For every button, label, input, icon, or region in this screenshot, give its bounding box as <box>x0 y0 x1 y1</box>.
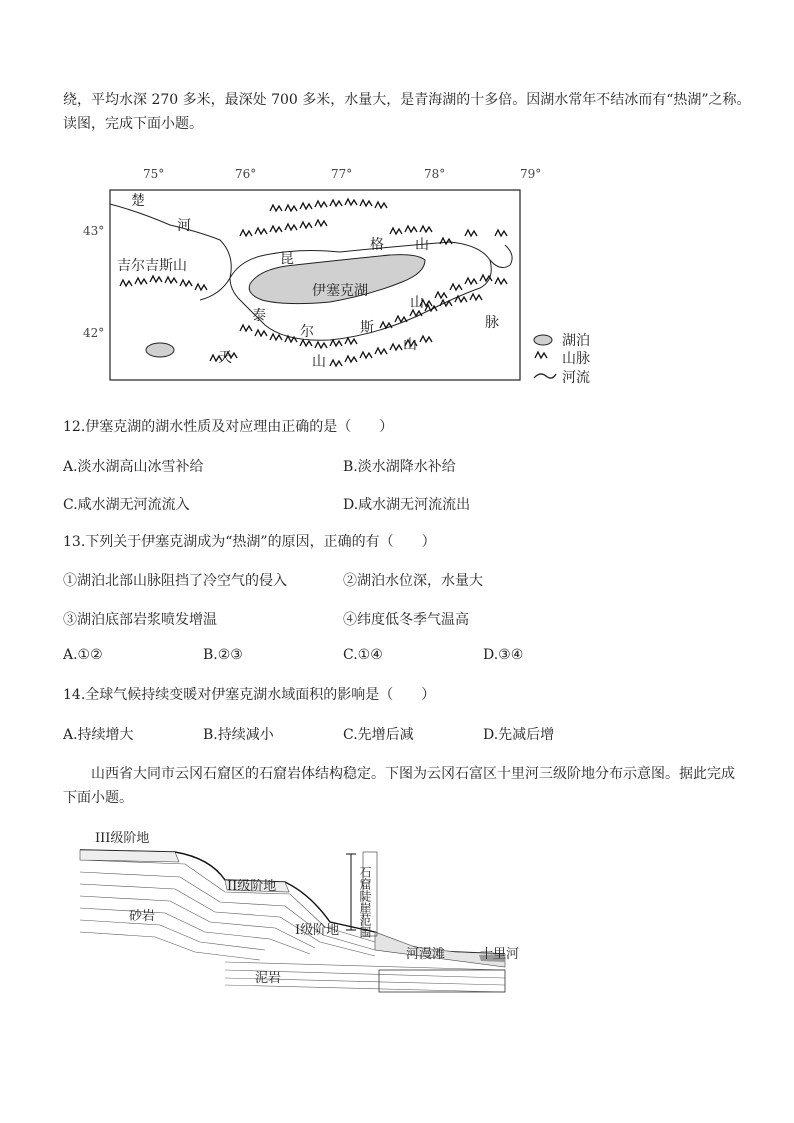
q14-option-a[interactable]: A.持续增大 <box>63 727 134 743</box>
label-chu: 楚 <box>131 193 145 209</box>
label-ge: 格 <box>370 237 384 253</box>
label-terrace-2: II级阶地 <box>227 879 277 894</box>
q12-option-c[interactable]: C.咸水湖无河流流入 <box>63 497 190 513</box>
label-si: 斯 <box>360 320 374 336</box>
label-kun: 昆 <box>280 251 294 267</box>
q12-option-b[interactable]: B.淡水湖降水补给 <box>343 459 456 475</box>
label-shan-4: 山 <box>312 354 326 370</box>
ground-profile <box>80 850 505 954</box>
label-floodplain: 河漫滩 <box>406 947 446 962</box>
q12-stem: 12.伊塞克湖的湖水性质及对应理由正确的是（ ） <box>63 419 394 435</box>
q13-stem: 13.下列关于伊塞克湖成为“热湖”的原因，正确的有（ ） <box>63 534 436 550</box>
q13-statement-2: ②湖泊水位深，水量大 <box>343 573 483 589</box>
sandstone-layers <box>80 860 375 960</box>
river-legend-icon <box>534 374 556 378</box>
q14-option-b[interactable]: B.持续减小 <box>203 727 274 743</box>
label-mai: 脉 <box>485 315 499 331</box>
intro-line-2: 读图，完成下面小题。 <box>63 116 203 132</box>
lon-label-75: 75° <box>143 167 165 181</box>
mountain-legend-icon <box>535 352 547 358</box>
legend-mountain: 山脉 <box>562 351 590 367</box>
label-er: 尔 <box>300 324 314 340</box>
q13-statement-4: ④纬度低冬季气温高 <box>343 612 469 628</box>
intro2-line-1: 山西省大同市云冈石窟区的石窟岩体结构稳定。下图为云冈石富区十里河三级阶地分布示意图。据此完成 <box>91 766 735 782</box>
label-kyrgyz-range: 吉尔吉斯山 <box>117 258 187 274</box>
lon-label-76: 76° <box>235 167 257 181</box>
label-tai: 泰 <box>252 308 266 324</box>
lat-label-42: 42° <box>83 326 105 340</box>
lake-legend-icon <box>534 335 552 345</box>
bottom-block <box>379 970 505 992</box>
legend-lake: 湖泊 <box>562 333 590 349</box>
lon-label-78: 78° <box>424 167 446 181</box>
q13-option-c[interactable]: C.①④ <box>343 647 383 663</box>
q13-option-a[interactable]: A.①② <box>63 647 103 663</box>
q13-statement-1: ①湖泊北部山脉阻挡了冷空气的侵入 <box>63 573 287 589</box>
intro2-line-2: 下面小题。 <box>63 790 133 806</box>
label-shili-river: 十里河 <box>480 947 520 962</box>
q12-option-a[interactable]: A.淡水湖高山冰雪补给 <box>63 459 204 475</box>
intro-line-1: 绕，平均水深 270 多米，最深处 700 多米，水量大，是青海湖的十多倍。因湖水常年不结冰而有“热湖”之称。 <box>63 92 751 108</box>
q14-option-c[interactable]: C.先增后减 <box>343 727 414 743</box>
lon-label-79: 79° <box>520 167 542 181</box>
label-shan-2: 山 <box>410 295 424 311</box>
label-terrace-1: I级阶地 <box>295 923 340 938</box>
label-lake: 伊塞克湖 <box>312 283 368 299</box>
label-sandstone: 砂岩 <box>129 909 156 924</box>
label-tian: 天 <box>218 350 232 366</box>
label-shan-1: 山 <box>415 237 429 253</box>
q14-stem: 14.全球气候持续变暖对伊塞克湖水域面积的影响是（ ） <box>63 687 436 703</box>
terrace-diagram <box>75 822 535 1002</box>
label-mudstone: 泥岩 <box>255 971 282 986</box>
legend-river: 河流 <box>562 370 590 386</box>
label-terrace-3: III级阶地 <box>95 831 150 846</box>
small-lake <box>146 343 174 357</box>
lon-label-77: 77° <box>331 167 353 181</box>
terrace-3-deposit <box>80 850 179 862</box>
label-shan-3: 山 <box>403 337 417 353</box>
map-legend <box>534 333 590 386</box>
q13-statement-3: ③湖泊底部岩浆喷发增温 <box>63 612 217 628</box>
q12-option-d[interactable]: D.咸水湖无河流流出 <box>343 497 471 513</box>
issyk-kul-map <box>80 160 600 395</box>
q13-option-b[interactable]: B.②③ <box>203 647 243 663</box>
label-grotto-range: 石窟陡崖范围 <box>358 866 372 938</box>
label-he: 河 <box>177 218 191 234</box>
q13-option-d[interactable]: D.③④ <box>483 647 524 663</box>
lat-label-43: 43° <box>83 224 105 238</box>
q14-option-d[interactable]: D.先减后增 <box>483 727 555 743</box>
